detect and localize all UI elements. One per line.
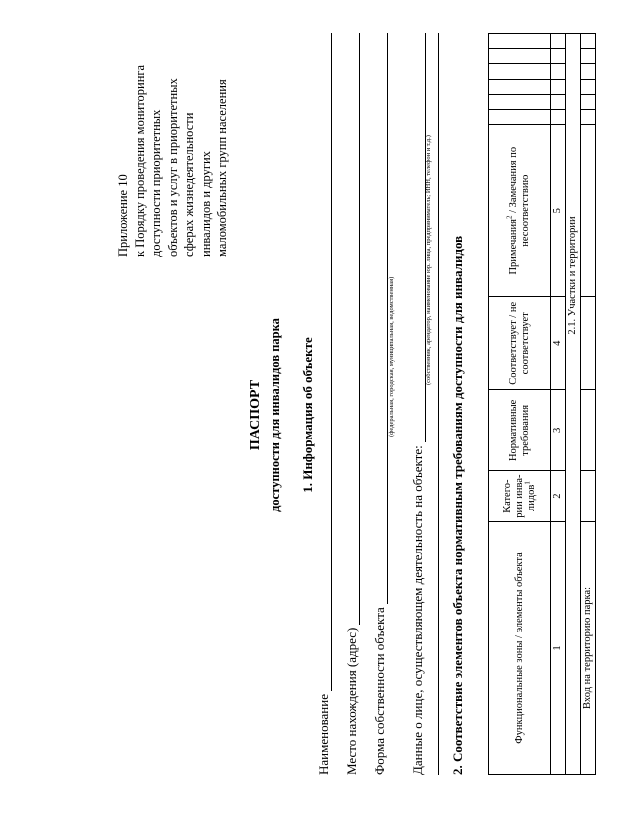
table-row-entrance: Вход на территорию парка: <box>581 521 596 774</box>
ownership-hint: (федеральная, городская, муниципальная, ведомственная) <box>388 276 395 437</box>
appendix-line: к Порядку проведения мониторинга <box>132 64 147 257</box>
section-divider <box>438 33 439 775</box>
header-norms: Нормативные требования <box>489 390 551 471</box>
field-name <box>316 33 332 775</box>
col-number: 2 <box>551 471 566 522</box>
passport-subtitle: доступности для инвалидов парка <box>268 318 282 512</box>
appendix-line: маломобильных групп населения <box>215 79 229 257</box>
header-compliance: Соответствует / не соответствует <box>489 297 551 390</box>
col-number: 1 <box>551 521 566 774</box>
header-categories <box>489 471 551 522</box>
appendix-line: инвалидов и других <box>198 151 213 257</box>
passport-sheet <box>10 25 620 805</box>
section1-heading: 1. Информация об объекте <box>300 337 315 493</box>
compliance-table <box>488 33 596 775</box>
col-number: 4 <box>551 297 566 390</box>
header-categories-text: Катего-рии инва-лидов <box>501 474 537 518</box>
field-name-label: Наименование <box>316 694 331 775</box>
col-number: 5 <box>551 125 566 297</box>
footnote-2: 2 <box>505 215 513 220</box>
section2-heading: 2. Соответствие элементов объекта нормативным требованиям доступности для инвалидов <box>450 235 465 775</box>
appendix-line: сферах жизнедеятельности <box>182 112 196 257</box>
field-ownership-label: Форма собственности объекта <box>372 607 387 775</box>
field-operator-input-line[interactable] <box>412 33 426 442</box>
field-location <box>344 33 360 775</box>
header-notes-rest: / Замечания по несоответствию <box>507 146 531 247</box>
field-ownership-input-line[interactable] <box>374 33 388 604</box>
operator-hint: (собственник, арендатор, наименование юр. лица, предприниматель; ИНН, телефон и т.д.) <box>425 135 432 385</box>
field-operator <box>410 33 426 775</box>
field-location-input-line[interactable] <box>346 33 360 625</box>
footnote-1: 1 <box>523 481 531 485</box>
field-name-input-line[interactable] <box>318 33 332 691</box>
field-ownership <box>372 33 388 775</box>
appendix-block <box>115 17 231 257</box>
header-zones: Функциональные зоны / элементы объекта <box>489 521 551 774</box>
appendix-line: Приложение 10 <box>116 174 130 257</box>
appendix-line: доступности приоритетных <box>149 109 163 257</box>
appendix-line: объектов и услуг в приоритетных <box>165 78 180 257</box>
subsection-row: 2.1. Участки и территории <box>566 34 581 775</box>
field-location-label: Место нахождения (адрес) <box>344 627 359 775</box>
header-notes-text: Примечания <box>507 219 519 275</box>
passport-title: ПАСПОРТ <box>248 379 263 451</box>
col-number: 3 <box>551 390 566 471</box>
field-operator-label: Данные о лице, осуществляющем деятельность на объекте: <box>410 445 425 775</box>
header-notes <box>489 125 551 297</box>
